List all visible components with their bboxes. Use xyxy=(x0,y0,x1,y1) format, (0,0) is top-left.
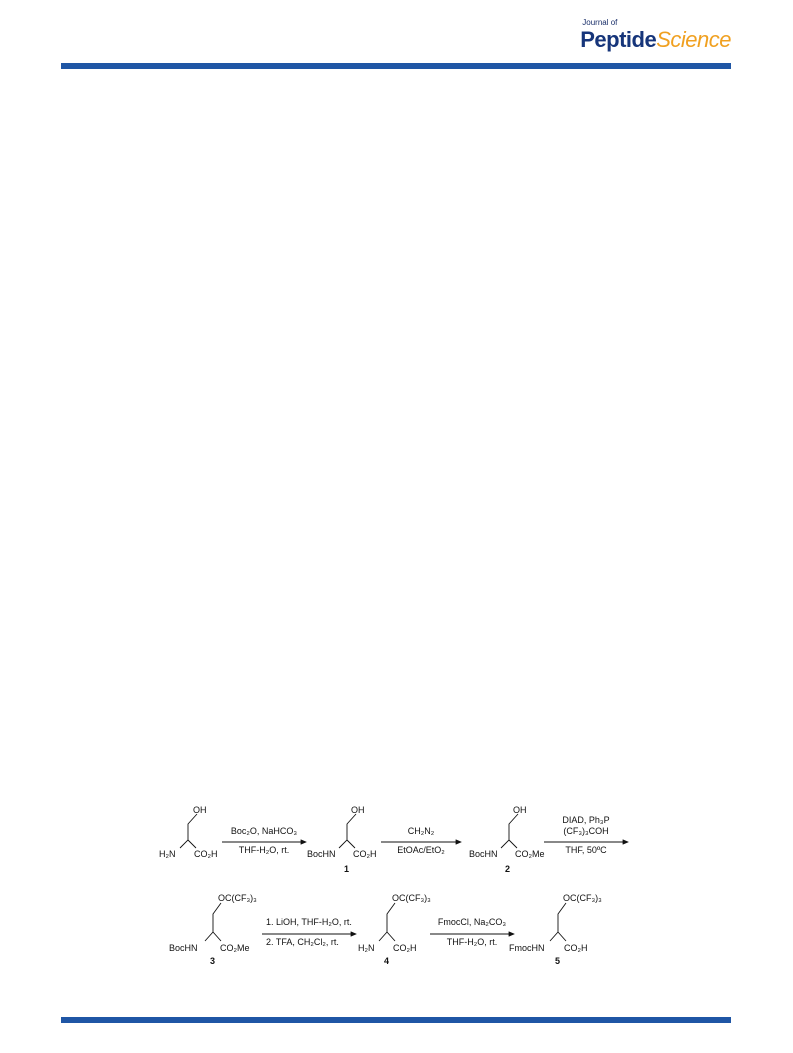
c2-hydroxyl: OH xyxy=(513,805,527,815)
step1-conditions: THF-H₂O, rt. xyxy=(238,845,290,855)
compound-1-label: 1 xyxy=(344,864,350,874)
synthesis-scheme xyxy=(150,800,640,980)
journal-prefix: Journal of xyxy=(582,18,618,27)
compound-2 xyxy=(469,805,545,874)
c1-amine: BocHN xyxy=(307,849,336,859)
journal-title-peptide: Peptide xyxy=(580,27,657,52)
journal-title-science: Science xyxy=(656,27,731,52)
compound-2-label: 2 xyxy=(505,864,511,874)
step1-reagents: Boc₂O, NaHCO₃ xyxy=(230,826,298,836)
c2-ester: CO₂Me xyxy=(515,849,545,859)
reaction-step-2 xyxy=(381,826,461,855)
sm-amine: H₂N xyxy=(159,849,176,859)
step4-reagents-1: 1. LiOH, THF-H₂O, rt. xyxy=(266,917,352,927)
compound-3-label: 3 xyxy=(210,956,216,966)
c2-amine: BocHN xyxy=(469,849,498,859)
c1-acid: CO₂H xyxy=(353,849,377,859)
step3-conditions: THF, 50ºC xyxy=(565,845,607,855)
compound-3 xyxy=(169,893,257,966)
c4-ether: OC(CF₃)₃ xyxy=(392,893,431,903)
step3-reagents-1: DIAD, Ph₃P xyxy=(562,815,610,825)
starting-material xyxy=(159,805,218,859)
step3-reagents-2: (CF₃)₃COH xyxy=(563,826,609,836)
journal-logo xyxy=(580,18,731,52)
step5-reagents: FmocCl, Na₂CO₃ xyxy=(437,917,507,927)
c5-amine: FmocHN xyxy=(509,943,545,953)
c3-ether: OC(CF₃)₃ xyxy=(218,893,257,903)
compound-1 xyxy=(307,805,377,874)
sm-acid: CO₂H xyxy=(194,849,218,859)
journal-title xyxy=(580,28,731,52)
header-rule xyxy=(61,63,731,69)
c5-acid: CO₂H xyxy=(564,943,588,953)
reaction-step-4 xyxy=(262,917,356,947)
footer-rule xyxy=(61,1017,731,1023)
compound-5-label: 5 xyxy=(555,956,561,966)
step2-reagents: CH₂N₂ xyxy=(407,826,435,836)
compound-5 xyxy=(509,893,602,966)
compound-4 xyxy=(358,893,431,966)
c4-acid: CO₂H xyxy=(393,943,417,953)
c5-ether: OC(CF₃)₃ xyxy=(563,893,602,903)
step5-conditions: THF-H₂O, rt. xyxy=(446,937,498,947)
compound-4-label: 4 xyxy=(384,956,390,966)
reaction-step-5 xyxy=(430,917,514,947)
c4-amine: H₂N xyxy=(358,943,375,953)
step4-reagents-2: 2. TFA, CH₂Cl₂, rt. xyxy=(266,937,339,947)
c3-ester: CO₂Me xyxy=(220,943,250,953)
step2-conditions: EtOAc/EtO₂ xyxy=(397,845,445,855)
reaction-step-3 xyxy=(544,815,628,855)
reaction-step-1 xyxy=(222,826,306,855)
sm-hydroxyl: OH xyxy=(193,805,207,815)
c3-amine: BocHN xyxy=(169,943,198,953)
c1-hydroxyl: OH xyxy=(351,805,365,815)
